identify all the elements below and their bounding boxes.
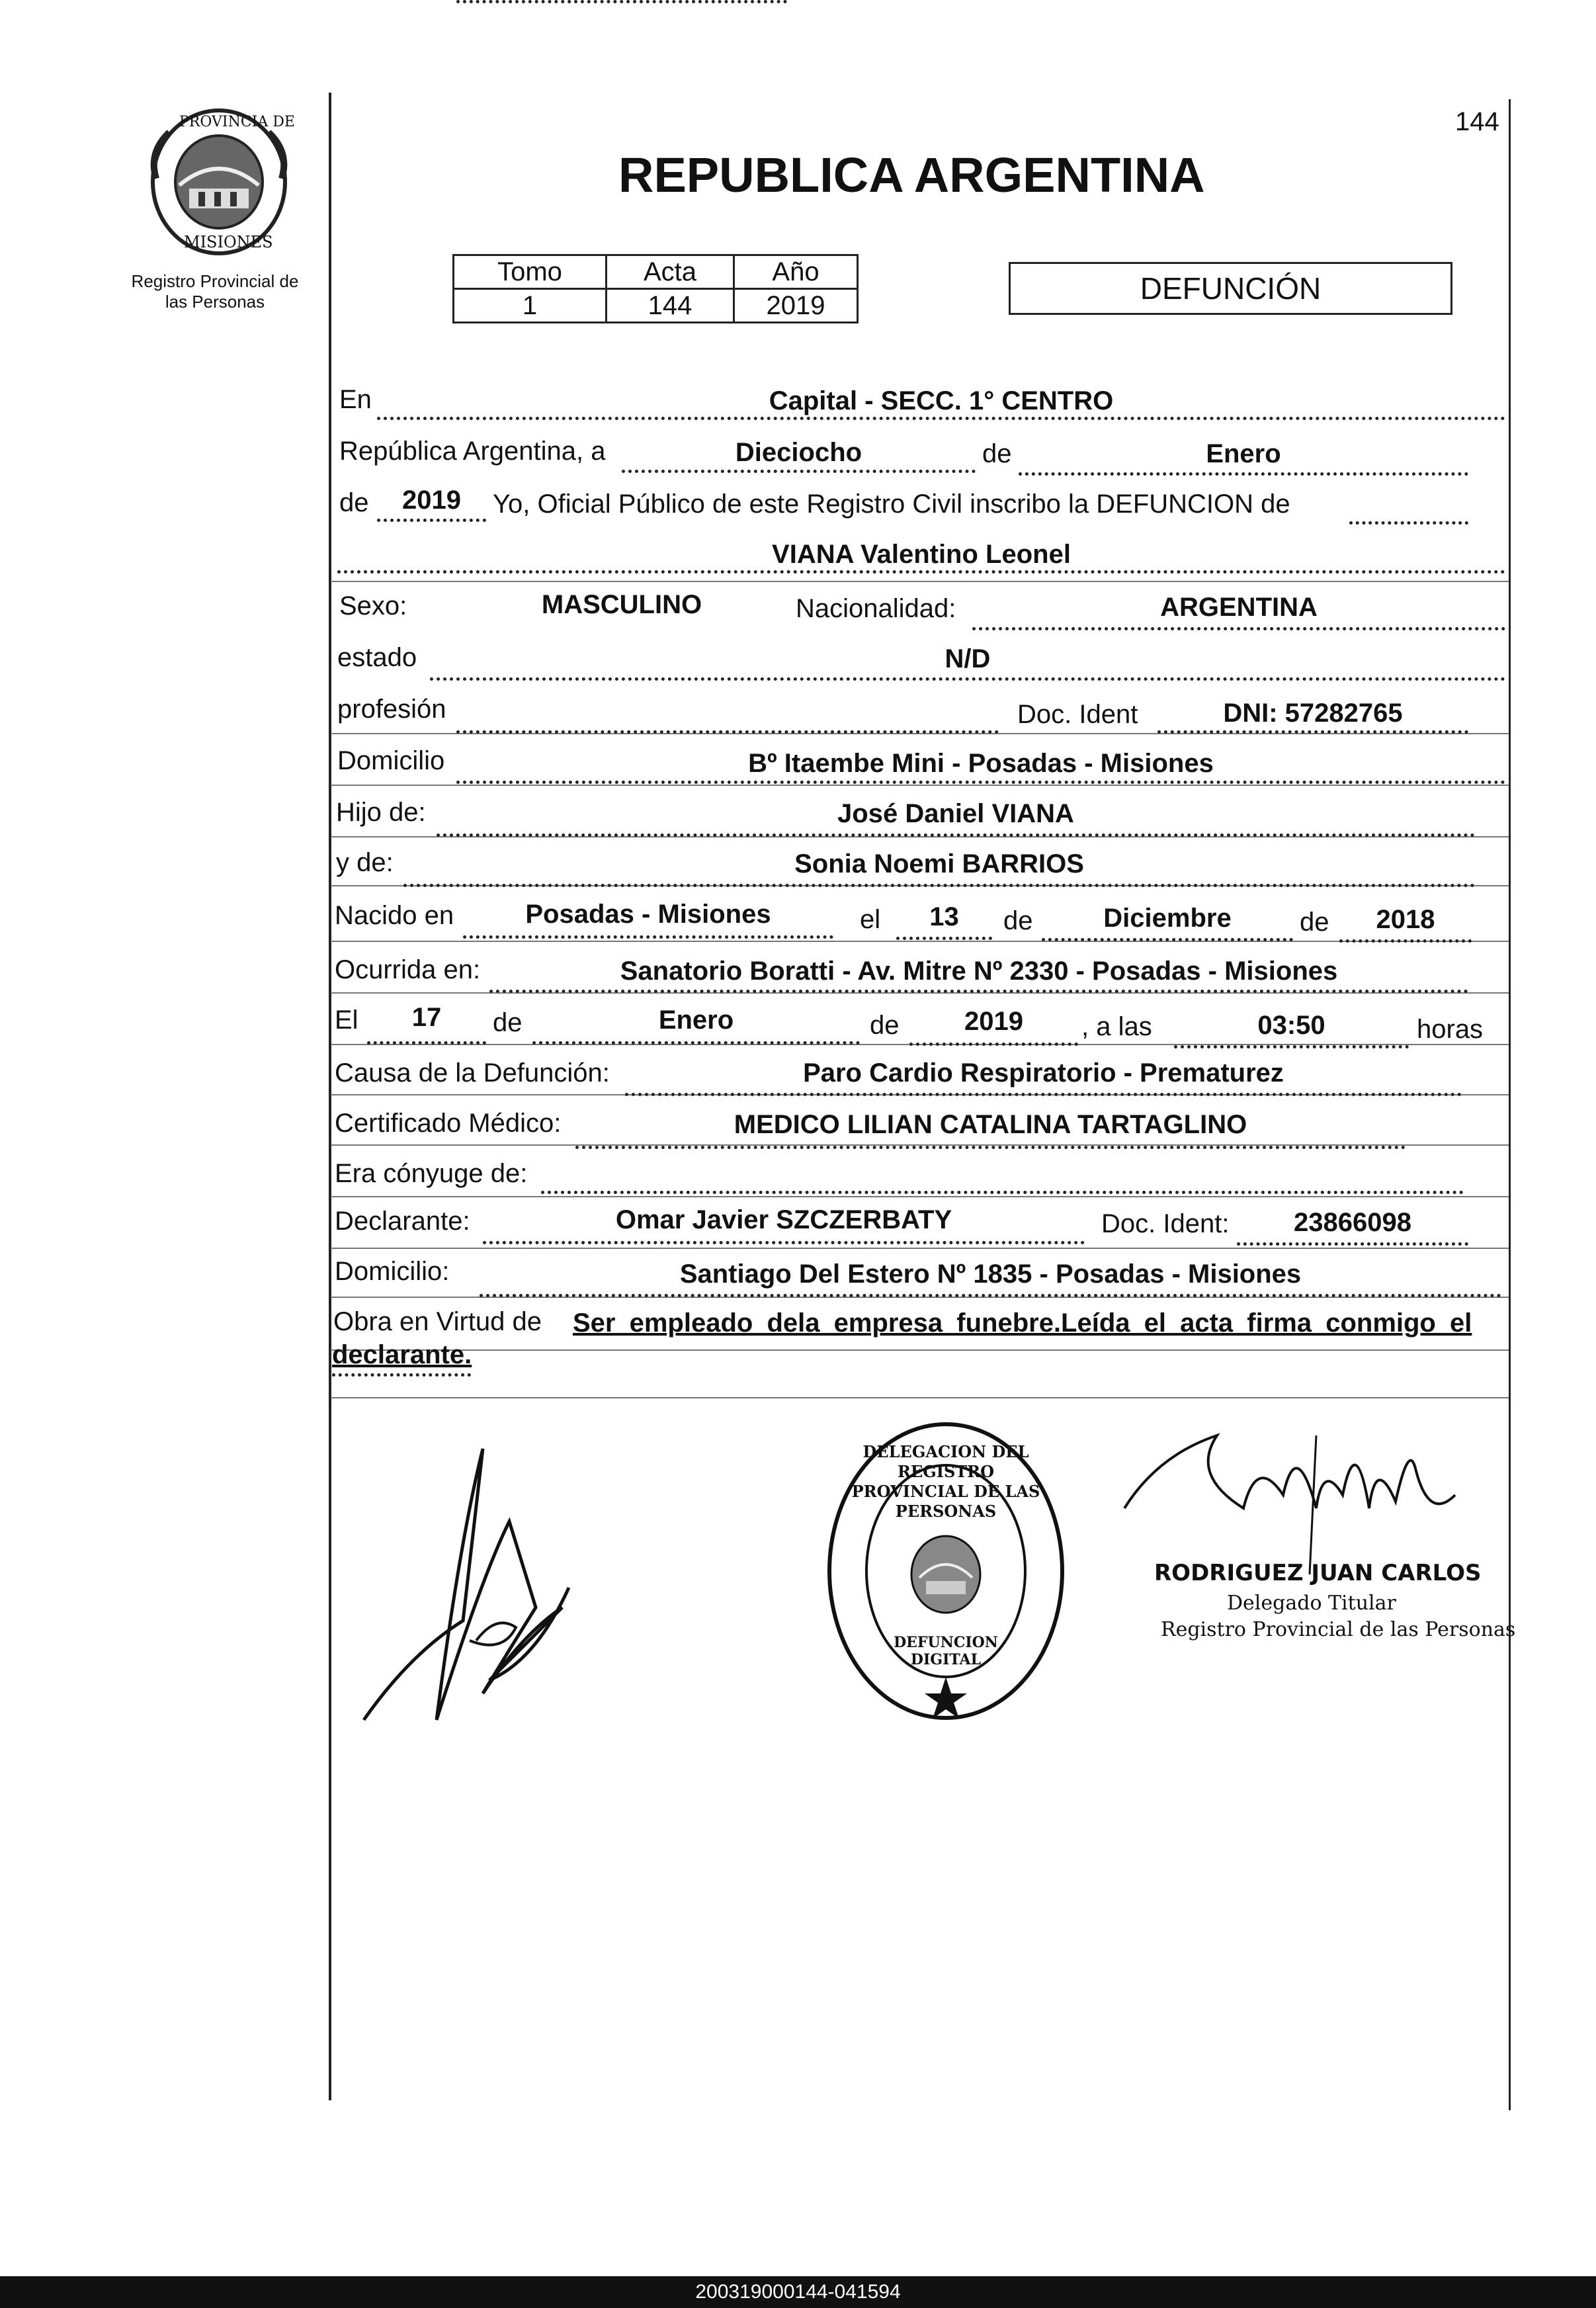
separator (331, 1196, 1509, 1197)
field-nacido-dia: 13 (929, 902, 959, 931)
label-el: el (860, 905, 881, 934)
field-line (463, 935, 833, 939)
label-a-las: , a las (1081, 1012, 1152, 1041)
field-line (1174, 1045, 1409, 1048)
seal-top-text: PROVINCIA DE (179, 114, 295, 130)
field-line (625, 1093, 1462, 1096)
field-dia-texto: Dieciocho (735, 438, 862, 467)
stamp-inner-text: DEFUNCION DIGITAL (894, 1634, 998, 1668)
field-def-anio: 2019 (964, 1007, 1023, 1036)
label-en: En (339, 385, 372, 414)
field-line (972, 627, 1505, 630)
label-de: de (982, 439, 1012, 468)
field-padre: José Daniel VIANA (837, 799, 1074, 828)
field-line (403, 884, 1475, 887)
label-de: de (1300, 908, 1329, 937)
label-de: de (339, 488, 369, 517)
registry-label: Registro Provincial de las Personas (131, 271, 299, 312)
field-nombre: VIANA Valentino Leonel (772, 540, 1071, 569)
act-type: DEFUNCIÓN (1140, 271, 1322, 306)
label-y-de: y de: (336, 848, 394, 877)
record-table (452, 254, 859, 323)
field-causa: Paro Cardio Respiratorio - Prematurez (803, 1058, 1284, 1088)
field-nacido-anio: 2018 (1376, 905, 1435, 934)
field-anio: 2019 (402, 486, 461, 515)
field-line (437, 833, 1475, 837)
footer-bar (0, 2276, 1596, 2308)
label-domicilio: Domicilio (337, 746, 445, 775)
separator (331, 581, 1509, 582)
field-line (377, 519, 486, 522)
footer-code: 200319000144-041594 (695, 2281, 901, 2303)
separator (331, 785, 1509, 786)
label-el: El (335, 1005, 358, 1035)
left-margin-rule (329, 93, 331, 2100)
field-line (337, 570, 1505, 574)
label-horas: horas (1417, 1015, 1484, 1044)
field-line (430, 677, 1505, 681)
field-def-mes: Enero (658, 1005, 734, 1035)
separator (331, 941, 1509, 942)
label-domicilio2: Domicilio: (335, 1257, 450, 1286)
header-anio: Año (734, 255, 858, 289)
field-line (489, 990, 1468, 993)
field-line (456, 730, 999, 734)
value-tomo: 1 (454, 289, 607, 323)
label-hijo-de: Hijo de: (336, 798, 426, 827)
field-line (575, 1146, 1406, 1149)
label-de: de (493, 1008, 523, 1037)
field-line (1157, 730, 1468, 734)
value-acta: 144 (607, 289, 734, 323)
field-obra-line2: declarante. (332, 1340, 472, 1369)
official-name: RODRIGUEZ JUAN CARLOS (1154, 1560, 1482, 1586)
field-line (377, 417, 1505, 420)
field-def-dia: 17 (411, 1003, 442, 1032)
separator (331, 1248, 1509, 1249)
field-nacido-lugar: Posadas - Misiones (525, 900, 771, 929)
official-signature (1118, 1416, 1475, 1574)
label-conyuge: Era cónyuge de: (335, 1159, 528, 1188)
field-line (1349, 521, 1468, 525)
field-line (1237, 1242, 1468, 1246)
right-margin-rule (1509, 99, 1511, 2110)
field-declarante: Omar Javier SZCZERBATY (615, 1205, 952, 1234)
field-line (541, 1191, 1464, 1194)
field-line (896, 937, 992, 940)
label-sexo: Sexo: (339, 591, 407, 620)
seal-bottom-text: MISIONES (184, 233, 273, 251)
separator (331, 1397, 1509, 1398)
label-yo: Yo, Oficial Público de este Registro Civil inscribo la DEFUNCION de (493, 490, 1290, 519)
field-lugar: Capital - SECC. 1° CENTRO (769, 386, 1114, 415)
header-acta: Acta (607, 255, 734, 289)
field-def-hora: 03:50 (1257, 1011, 1325, 1040)
label-rep-arg: República Argentina, a (339, 437, 606, 466)
field-domicilio: Bº Itaembe Mini - Posadas - Misiones (748, 749, 1214, 778)
field-madre: Sonia Noemi BARRIOS (794, 849, 1084, 878)
field-line (456, 0, 787, 3)
official-org: Registro Provincial de las Personas (1161, 1618, 1516, 1641)
label-obra: Obra en Virtud de (333, 1307, 542, 1336)
label-doc-ident2: Doc. Ident: (1101, 1209, 1230, 1238)
label-declarante: Declarante: (335, 1207, 470, 1236)
official-title: Delegado Titular (1227, 1592, 1396, 1615)
page-title: REPUBLICA ARGENTINA (618, 148, 1205, 202)
registry-stamp (820, 1416, 1071, 1727)
field-declarante-doc: 23866098 (1294, 1208, 1411, 1237)
label-doc-ident: Doc. Ident (1017, 700, 1138, 729)
label-ocurrida-en: Ocurrida en: (335, 955, 481, 984)
field-dni: DNI: 57282765 (1223, 699, 1403, 728)
field-certificado: MEDICO LILIAN CATALINA TARTAGLINO (734, 1110, 1247, 1139)
field-line (622, 470, 976, 473)
field-line (367, 1041, 486, 1045)
field-sexo: MASCULINO (541, 590, 702, 619)
field-line (1019, 472, 1468, 476)
field-nacionalidad: ARGENTINA (1160, 593, 1318, 622)
field-declarante-domicilio: Santiago Del Estero Nº 1835 - Posadas - Misiones (679, 1260, 1302, 1289)
declarant-signature (351, 1442, 589, 1760)
label-nacionalidad: Nacionalidad: (796, 594, 956, 623)
field-line (456, 781, 1505, 784)
act-type-box (1009, 262, 1452, 315)
label-estado: estado (337, 643, 417, 672)
value-anio: 2019 (734, 289, 858, 323)
field-line (1339, 939, 1472, 943)
field-line (483, 1241, 1085, 1244)
field-nacido-mes: Diciembre (1103, 904, 1232, 933)
label-certificado: Certificado Médico: (335, 1109, 562, 1138)
label-de: de (1003, 906, 1033, 935)
field-line (909, 1043, 1078, 1046)
stamp-ring-text: DELEGACION DEL REGISTRO PROVINCIAL DE LAS PERSONAS (851, 1442, 1040, 1521)
field-ocurrida: Sanatorio Boratti - Av. Mitre Nº 2330 - Posadas - Misiones (620, 957, 1338, 986)
label-de: de (870, 1011, 900, 1040)
field-line (480, 1294, 1501, 1297)
label-nacido-en: Nacido en (335, 901, 454, 930)
page-number: 144 (1455, 107, 1499, 136)
label-profesion: profesión (337, 695, 446, 724)
field-obra-line1: Ser empleado dela empresa funebre.Leída el acta firma conmigo el (573, 1308, 1472, 1338)
field-line (532, 1041, 860, 1045)
header-tomo: Tomo (454, 255, 607, 289)
field-estado: N/D (945, 644, 991, 673)
field-line (1042, 938, 1293, 941)
separator (331, 1349, 1509, 1351)
label-causa: Causa de la Defunción: (335, 1058, 610, 1088)
provincial-seal (143, 106, 295, 258)
field-mes-texto: Enero (1206, 439, 1281, 468)
field-line (332, 1373, 471, 1377)
